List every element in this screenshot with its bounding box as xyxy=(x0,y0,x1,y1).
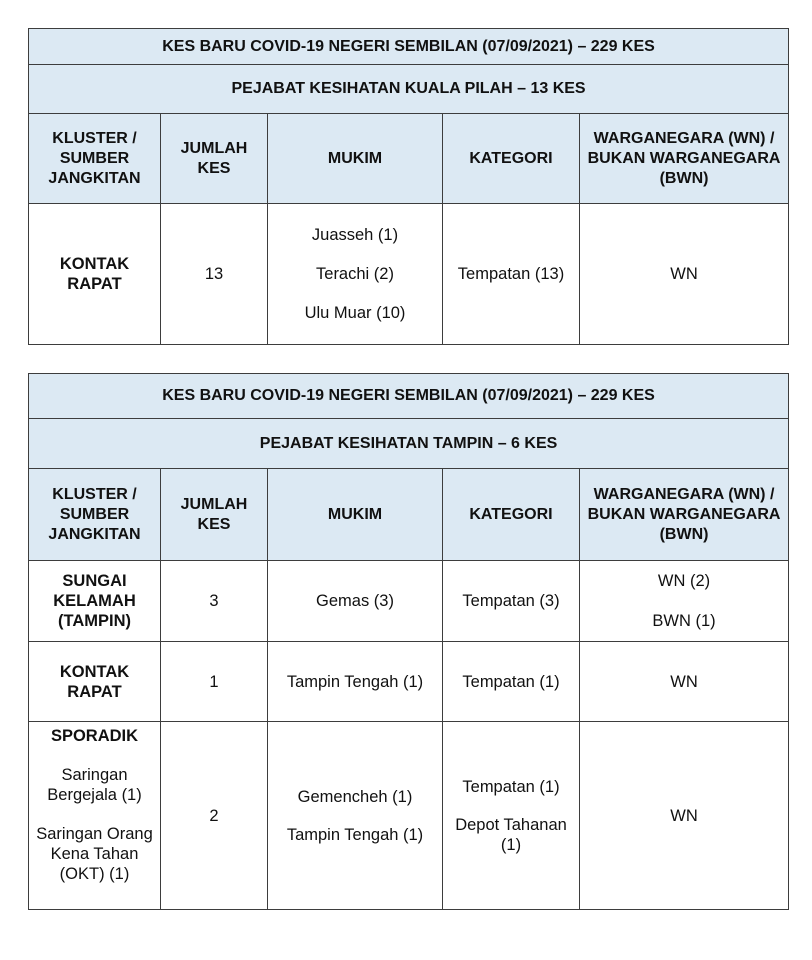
cluster-subsource: Saringan Bergejala (1) xyxy=(47,766,142,804)
cluster-cell: SUNGAI KELAMAH (TAMPIN) xyxy=(29,561,161,642)
count-cell: 2 xyxy=(161,722,268,910)
mukim-entry: Tampin Tengah (1) xyxy=(286,825,424,844)
kategori-cell: Tempatan (3) xyxy=(443,561,580,642)
cluster-name: SPORADIK xyxy=(50,727,139,745)
column-header-mukim: MUKIM xyxy=(268,114,443,204)
table-row xyxy=(29,722,789,910)
cluster-subsource: Saringan Orang Kena Tahan (OKT) (1) xyxy=(36,825,153,883)
kategori-cell: Tempatan (1) xyxy=(443,642,580,722)
kategori-cell: Tempatan (13) xyxy=(443,204,580,345)
column-header-kategori: KATEGORI xyxy=(443,114,580,204)
column-header-citizenship: WARGANEGARA (WN) / BUKAN WARGANEGARA (BWN) xyxy=(580,114,789,204)
column-header-mukim: MUKIM xyxy=(268,469,443,561)
count-cell: 1 xyxy=(161,642,268,722)
citizenship-entry: BWN (1) xyxy=(652,612,716,630)
table-row xyxy=(29,642,789,722)
citizenship-cell xyxy=(580,561,789,642)
column-header-citizenship: WARGANEGARA (WN) / BUKAN WARGANEGARA (BWN) xyxy=(580,469,789,561)
citizenship-cell: WN xyxy=(580,204,789,345)
citizenship-entry: WN (2) xyxy=(657,572,711,590)
table-row xyxy=(29,561,789,642)
mukim-cell: Gemas (3) xyxy=(268,561,443,642)
cluster-cell: KONTAK RAPAT xyxy=(29,642,161,722)
kategori-cell xyxy=(443,722,580,910)
column-header-cluster: KLUSTER / SUMBER JANGKITAN xyxy=(29,469,161,561)
table-subtitle: PEJABAT KESIHATAN KUALA PILAH – 13 KES xyxy=(29,65,789,114)
table-row xyxy=(29,204,789,345)
table-subtitle: PEJABAT KESIHATAN TAMPIN – 6 KES xyxy=(29,419,789,469)
table-title: KES BARU COVID-19 NEGERI SEMBILAN (07/09/2021) – 229 KES xyxy=(29,374,789,419)
mukim-cell: Tampin Tengah (1) xyxy=(268,642,443,722)
column-header-count: JUMLAH KES xyxy=(161,114,268,204)
mukim-cell xyxy=(268,204,443,345)
kuala-pilah-case-table xyxy=(28,28,789,345)
mukim-entry: Terachi (2) xyxy=(316,265,394,283)
count-cell: 3 xyxy=(161,561,268,642)
mukim-cell xyxy=(268,722,443,910)
cluster-cell: KONTAK RAPAT xyxy=(29,204,161,345)
cluster-cell xyxy=(29,722,161,910)
table-title: KES BARU COVID-19 NEGERI SEMBILAN (07/09/2021) – 229 KES xyxy=(29,29,789,65)
mukim-entry: Juasseh (1) xyxy=(311,226,399,244)
mukim-entry: Ulu Muar (10) xyxy=(304,304,406,322)
citizenship-cell: WN xyxy=(580,642,789,722)
citizenship-cell: WN xyxy=(580,722,789,910)
count-cell: 13 xyxy=(161,204,268,345)
kategori-entry: Depot Tahanan (1) xyxy=(455,815,567,854)
column-header-kategori: KATEGORI xyxy=(443,469,580,561)
column-header-count: JUMLAH KES xyxy=(161,469,268,561)
kategori-entry: Tempatan (1) xyxy=(462,777,560,796)
tampin-case-table xyxy=(28,373,789,910)
mukim-entry: Gemencheh (1) xyxy=(297,787,413,806)
column-header-cluster: KLUSTER / SUMBER JANGKITAN xyxy=(29,114,161,204)
